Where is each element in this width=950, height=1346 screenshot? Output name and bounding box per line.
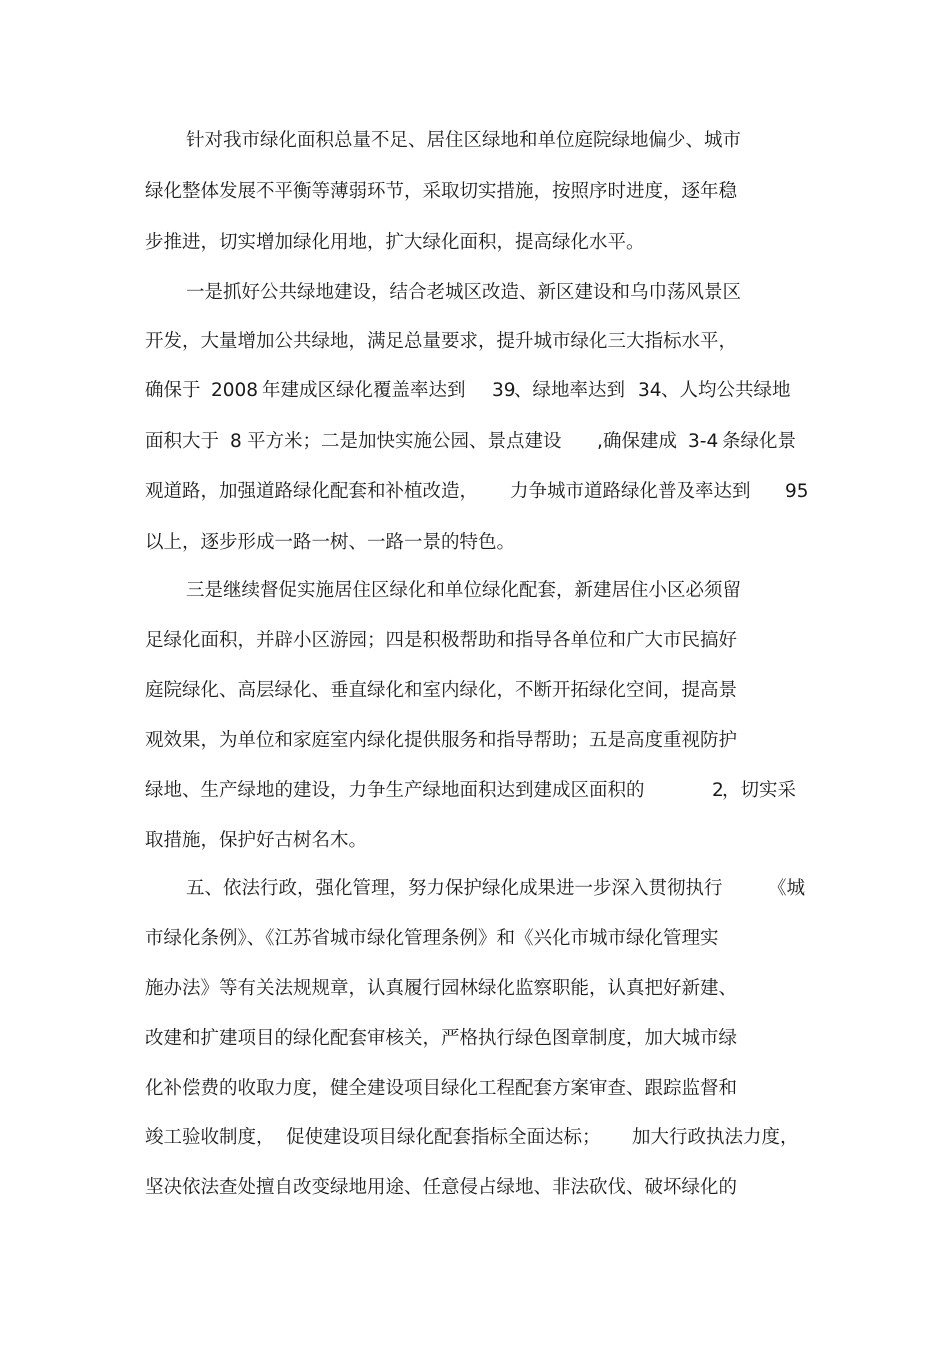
text-segment: 条绿化景	[722, 431, 797, 452]
text-segment: 绿地、生产绿地的建设，力争生产绿地面积达到建成区面积的	[145, 780, 645, 801]
text-line	[0, 1074, 738, 1104]
text-segment: 面积大于	[145, 431, 220, 452]
text-segment: 绿化整体发展不平衡等薄弱环节，采取切实措施，按照序时进度，逐年稳	[145, 181, 738, 202]
text-segment: 39	[492, 380, 516, 401]
text-segment: 化补偿费的收取力度，健全建设项目绿化工程配套方案审查、跟踪监督和	[145, 1078, 738, 1099]
text-segment: 庭院绿化、高层绿化、垂直绿化和室内绿化，不断开拓绿化空间，提高景	[145, 680, 738, 701]
text-segment: 促使建设项目绿化配套指标全面达标；	[286, 1127, 601, 1148]
text-segment: 一是抓好公共绿地建设，结合老城区改造、新区建设和乌巾荡风景区	[186, 282, 742, 303]
text-line	[0, 528, 516, 558]
text-line	[0, 177, 738, 207]
text-segment: 改建和扩建项目的绿化配套审核关，严格执行绿色图章制度，加大城市绿	[145, 1028, 738, 1049]
text-segment: 加大行政执法力度，	[632, 1127, 799, 1148]
text-line	[0, 278, 742, 308]
text-line	[0, 1024, 738, 1054]
text-line	[0, 1123, 799, 1153]
text-line	[0, 626, 738, 656]
text-segment: 8	[230, 431, 242, 452]
text-segment: 《城	[768, 878, 806, 899]
text-segment: 平方米；二是加快实施公园、景点建设	[247, 431, 562, 452]
text-segment: 针对我市绿化面积总量不足、居住区绿地和单位庭院绿地偏少、城市	[186, 130, 742, 151]
text-segment: 开发，大量增加公共绿地，满足总量要求，提升城市绿化三大指标水平，	[145, 331, 738, 352]
text-segment: 观效果，为单位和家庭室内绿化提供服务和指导帮助；五是高度重视防护	[145, 730, 738, 751]
text-line	[0, 576, 742, 606]
text-segment: 五、依法行政，强化管理，努力保护绿化成果进一步深入贯彻执行	[186, 878, 723, 899]
text-segment: 2	[712, 780, 724, 801]
text-line	[0, 427, 797, 457]
text-segment: 确保于	[145, 380, 201, 401]
text-segment: 力争城市道路绿化普及率达到	[510, 481, 751, 502]
text-segment: 2008	[211, 380, 259, 401]
text-segment: 施办法》等有关法规规章，认真履行园林绿化监察职能，认真把好新建、	[145, 978, 738, 999]
text-line	[0, 776, 797, 806]
text-segment: 34	[638, 380, 662, 401]
text-segment: 市绿化条例》、《江苏省城市绿化管理条例》和《兴化市城市绿化管理实	[145, 928, 719, 949]
text-segment: 三是继续督促实施居住区绿化和单位绿化配套，新建居住小区必须留	[186, 580, 742, 601]
text-segment: 年建成区绿化覆盖率达到	[262, 380, 466, 401]
text-segment: 竣工验收制度，	[145, 1127, 275, 1148]
text-line	[0, 924, 719, 954]
text-line	[0, 676, 738, 706]
text-line	[0, 826, 368, 856]
text-line	[0, 974, 738, 1004]
text-segment: 95	[785, 481, 809, 502]
text-line	[0, 376, 791, 406]
text-segment: 坚决依法查处擅自改变绿地用途、任意侵占绿地、非法砍伐、破坏绿化的	[145, 1177, 738, 1198]
text-segment: 观道路，加强道路绿化配套和补植改造，	[145, 481, 479, 502]
text-segment: 足绿化面积，并辟小区游园；四是积极帮助和指导各单位和广大市民搞好	[145, 630, 738, 651]
text-segment: 、绿地率达到	[514, 380, 626, 401]
text-line	[0, 726, 738, 756]
text-segment: 步推进，切实增加绿化用地，扩大绿化面积，提高绿化水平。	[145, 232, 645, 253]
text-segment: 以上，逐步形成一路一树、一路一景的特色。	[145, 532, 516, 553]
text-line	[0, 874, 806, 904]
text-line	[0, 477, 809, 507]
text-segment: 取措施，保护好古树名木。	[145, 830, 368, 851]
text-segment: ,	[597, 431, 603, 452]
text-segment: 、人均公共绿地	[661, 380, 791, 401]
text-line	[0, 327, 738, 357]
text-segment: 确保建成	[603, 431, 678, 452]
text-line	[0, 1173, 738, 1203]
text-line	[0, 126, 742, 156]
text-segment: 3-4	[688, 431, 719, 452]
text-segment: ，切实采	[722, 780, 797, 801]
text-line	[0, 228, 645, 258]
